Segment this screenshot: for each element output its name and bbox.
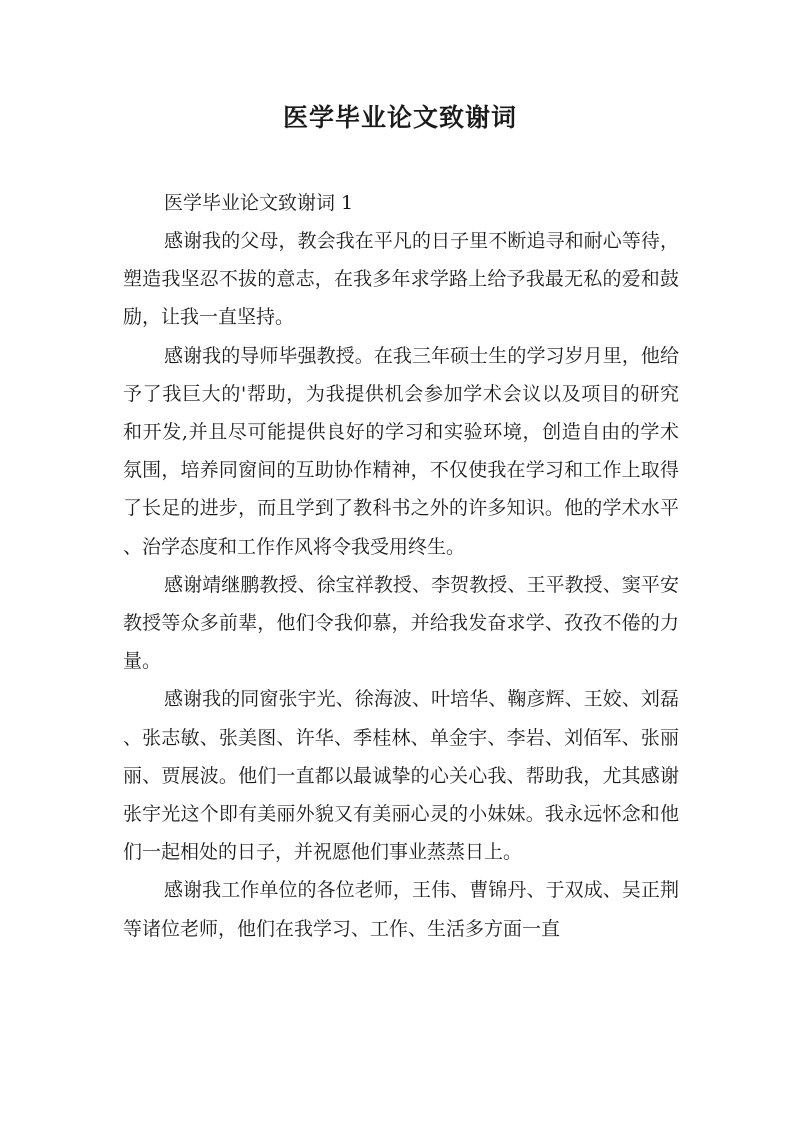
section-heading: 医学毕业论文致谢词 1 bbox=[164, 192, 354, 214]
paragraph-professors: 感谢靖继鹏教授、徐宝祥教授、李贺教授、王平教授、窦平安教授等众多前辈，他们令我仰慕，并给我发奋求学、孜孜不倦的力量。 bbox=[123, 573, 679, 673]
paragraph-classmates: 感谢我的同窗张宇光、徐海波、叶培华、鞠彦辉、王姣、刘磊、张志敏、张美图、许华、季桂林、单金宇、李岩、刘佰军、张丽丽、贾展波。他们一直都以最诚挚的心关心我、帮助我，尤其感谢张宇光这个即有美丽外貌又有美丽心灵的小妹妹。我永远怀念和他们一起相处的日子，并祝愿他们事业蒸蒸日上。 bbox=[123, 688, 679, 864]
paragraph-advisor: 感谢我的导师毕强教授。在我三年硕士生的学习岁月里，他给予了我巨大的'帮助，为我提供机会参加学术会议以及项目的研究和开发,并且尽可能提供良好的学习和实验环境，创造自由的学术氛围，培养同窗间的互助协作精神，不仅使我在学习和工作上取得了长足的进步，而且学到了教科书之外的许多知识。他的学术水平、治学态度和工作作风将令我受用终生。 bbox=[123, 344, 679, 558]
paragraph-colleagues: 感谢我工作单位的各位老师，王伟、曹锦丹、于双成、吴正荆等诸位老师，他们在我学习、工作、生活多方面一直 bbox=[123, 879, 679, 940]
document-title: 医学毕业论文致谢词 bbox=[282, 103, 517, 132]
paragraph-parents: 感谢我的父母，教会我在平凡的日子里不断追寻和耐心等待，塑造我坚忍不拔的意志，在我多年求学路上给予我最无私的爱和鼓励，让我一直坚持。 bbox=[123, 230, 679, 329]
document-body bbox=[123, 184, 679, 948]
